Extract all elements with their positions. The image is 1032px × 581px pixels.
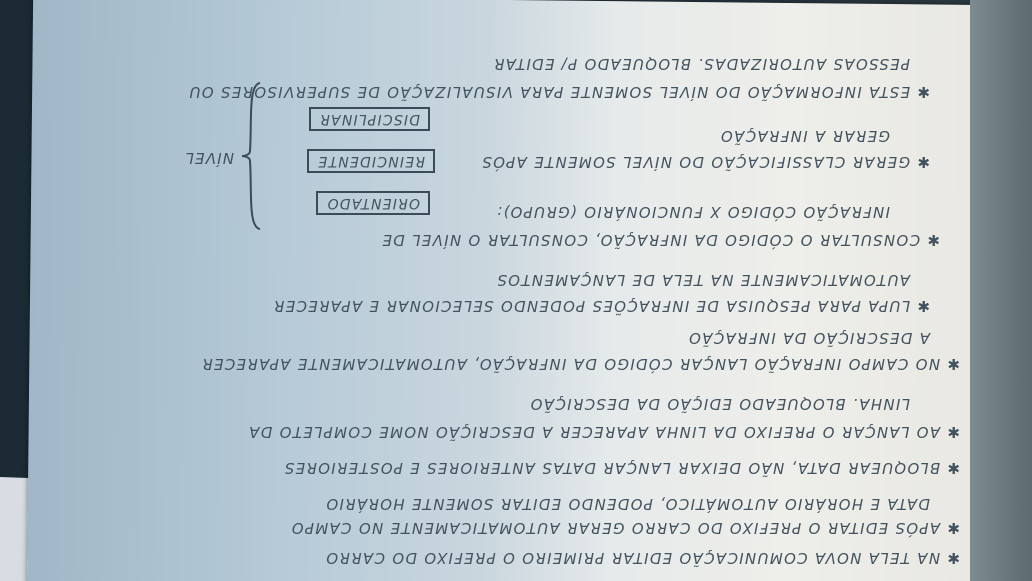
level-box-orientado: ORIENTADO	[316, 191, 430, 215]
note-line: ✱ BLOQUEAR DATA, NÃO DEIXAR LANÇAR DATAS ANTERIORES E POSTERIORES	[283, 459, 960, 477]
level-box-disciplinar: DISCIPLINAR	[309, 107, 430, 131]
note-line: ✱ AO LANÇAR O PREFIXO DA LINHA APARECER A DESCRIÇÃO NOME COMPLETO DA	[247, 423, 960, 441]
level-label: NÍVEL	[184, 149, 234, 167]
note-line: DATA E HORÁRIO AUTOMÁTICO, PODENDO EDITAR SOMENTE HORÁRIO	[325, 495, 930, 513]
level-box-reincidente: REINCIDENTE	[307, 149, 435, 173]
curly-brace	[240, 81, 262, 231]
note-line: ✱ ESTA INFORMAÇÃO DO NÍVEL SOMENTE PARA VISUALIZAÇÃO DE SUPERVISORES OU	[188, 83, 930, 101]
note-line: PESSOAS AUTORIZADAS. BLOQUEADO P/ EDITAR	[492, 55, 910, 73]
note-line: ✱ NA TELA NOVA COMUNICAÇÃO EDITAR PRIMEIRO O PREFIXO DO CARRO	[325, 549, 960, 567]
note-line: GERAR A INFRAÇÃO	[719, 127, 890, 145]
note-line: LINHA. BLOQUEADO EDIÇÃO DA DESCRIÇÃO	[529, 395, 910, 413]
note-line: ✱ GERAR CLASSIFICAÇÃO DO NÍVEL SOMENTE APÓS	[481, 153, 930, 171]
note-line: ✱ CONSULTAR O CÓDIGO DA INFRAÇÃO, CONSULTAR O NÍVEL DE	[381, 231, 940, 249]
note-line: ✱ NO CAMPO INFRAÇÃO LANÇAR CÓDIGO DA INFRAÇÃO, AUTOMATICAMENTE APARECER	[200, 355, 960, 373]
note-line: AUTOMATICAMENTE NA TELA DE LANÇAMENTOS	[496, 271, 910, 289]
paper-shadow-edge	[970, 0, 1032, 581]
handwritten-notes	[40, 0, 970, 581]
note-line: ✱ LUPA PARA PESQUISA DE INFRAÇÕES PODENDO SELECIONAR E APARECER	[272, 297, 930, 315]
note-line: A DESCRIÇÃO DA INFRAÇÃO	[687, 329, 930, 347]
note-line: ✱ APÓS EDITAR O PREFIXO DO CARRO GERAR AUTOMATICAMENTE NO CAMPO	[290, 519, 960, 537]
note-line: INFRAÇÃO CÓDIGO X FUNCIONÁRIO (GRUPO):	[495, 203, 890, 221]
